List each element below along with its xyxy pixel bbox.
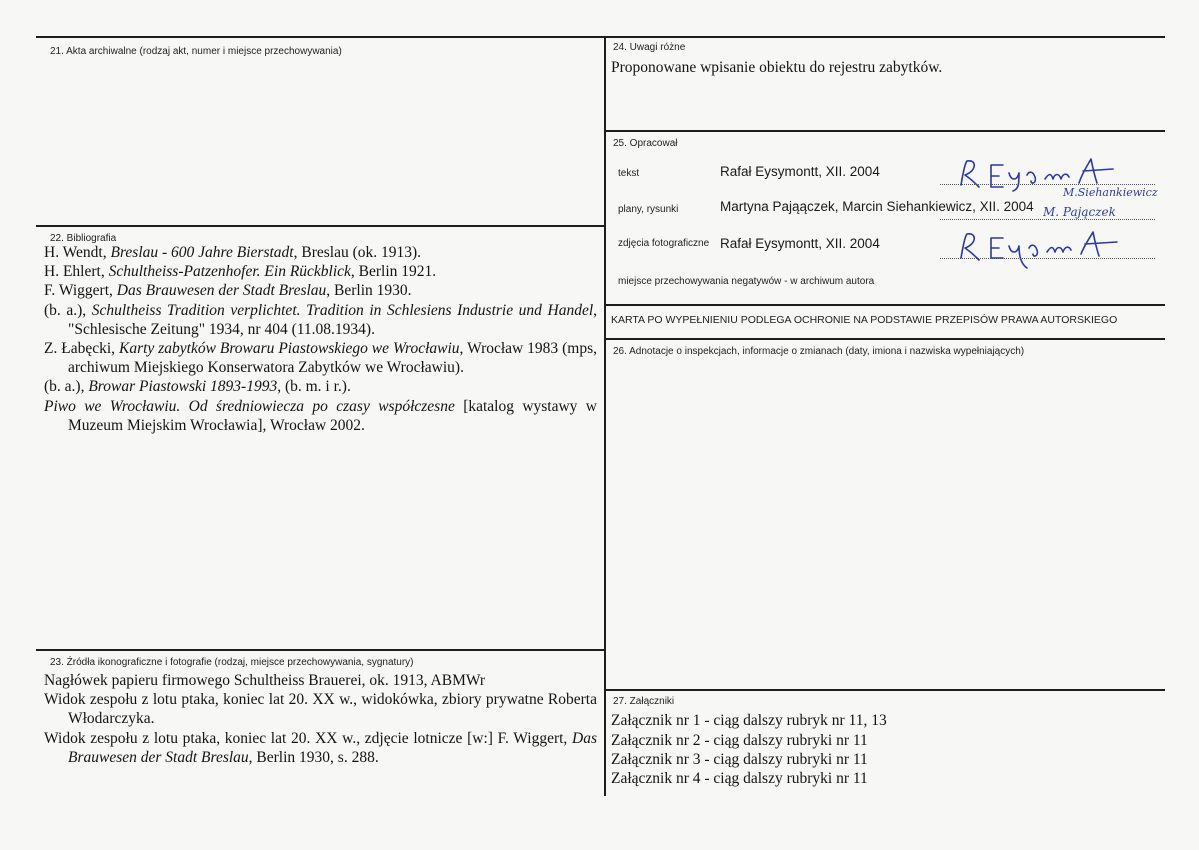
section-23-label: 23. Źródła ikonograficzne i fotografie (rodzaj, miejsce przechowywania, sygnatury): [50, 657, 414, 668]
bibliography-entry: F. Wiggert, Das Brauwesen der Stadt Breslau, Berlin 1930.: [44, 282, 412, 300]
divider-26-27: [605, 689, 1165, 691]
row-value-plans: Martyna Pająączek, Marcin Siehankiewicz, XII. 2004: [720, 199, 1034, 214]
remarks-text: Proponowane wpisanie obiektu do rejestru zabytków.: [611, 59, 943, 76]
row-label-plans: plany, rysunki: [618, 204, 679, 215]
row-value-photos: Rafał Eysymontt, XII. 2004: [720, 236, 880, 251]
bibliography-entry: H. Wendt, Breslau - 600 Jahre Bierstadt, Breslau (ok. 1913).: [44, 244, 422, 261]
bibliography-entry: Z. Łabęcki, Karty zabytków Browaru Piastowskiego we Wrocławiu, Wrocław 1983 (mps, archiwum Miejskiego Konserwatora Zabytków we Wrocławiu).: [44, 340, 597, 377]
section-27-label: 27. Załączniki: [613, 696, 675, 707]
divider-22-23: [36, 649, 605, 651]
section-26-label: 26. Adnotacje o inspekcjach, informacje o zmianach (daty, imiona i nazwiska wypełniających): [613, 346, 1025, 357]
signature-plans-1: M.Siehankiewicz: [1063, 186, 1158, 199]
section-22-label: 22. Bibliografia: [50, 233, 117, 244]
section-21-label: 21. Akta archiwalne (rodzaj akt, numer i miejsce przechowywania): [50, 46, 342, 57]
section-24-label: 24. Uwagi różne: [613, 42, 686, 53]
divider-copyright-26: [605, 338, 1165, 340]
iconography-entry: Widok zespołu z lotu ptaka, koniec lat 20. XX w., zdjęcie lotnicze [w:] F. Wiggert, Das Brauwesen der Stadt Breslau, Berlin 1930, s. 288.: [44, 729, 597, 766]
signature-photos-handwriting: [955, 228, 1125, 270]
bibliography-entry: Piwo we Wrocławiu. Od średniowiecza po czasy współczesne [katalog wystawy w Muzeum Miejskim Wrocławia], Wrocław 2002.: [44, 397, 597, 434]
signature-photos-value: [955, 232, 961, 233]
copyright-notice: KARTA PO WYPEŁNIENIU PODLEGA OCHRONIE NA PODSTAWIE PRZEPISÓW PRAWA AUTORSKIEGO: [611, 314, 1118, 326]
attachment-item: Załącznik nr 1 - ciąg dalszy rubryk nr 11, 13: [611, 712, 887, 729]
center-divider: [604, 36, 606, 796]
divider-21-22: [36, 225, 605, 227]
signature-text-value: [955, 158, 961, 159]
row-value-text: Rafał Eysymontt, XII. 2004: [720, 164, 880, 179]
iconography-list: [44, 671, 597, 767]
signature-line-plans: [940, 219, 1155, 220]
iconography-entry: Widok zespołu z lotu ptaka, koniec lat 20. XX w., widokówka, zbiory prywatne Roberta Włodarczyka.: [44, 691, 597, 728]
divider-25-copyright: [605, 304, 1165, 306]
bibliography-entry: (b. a.), Browar Piastowski 1893-1993, (b. m. i r.).: [44, 378, 351, 396]
negatives-location: miejsce przechowywania negatywów - w archiwum autora: [618, 276, 875, 287]
bibliography-list: [44, 243, 597, 435]
signature-plans-2: M. Pajączek: [1043, 205, 1116, 219]
row-label-photos: zdjęcia fotograficzne: [618, 238, 710, 249]
top-border: [36, 36, 1165, 38]
bibliography-entry: (b. a.), Schultheiss Tradition verplichtet. Tradition in Schlesiens Industrie und Handel, "Schlesische Zeitung" 1934, nr 404 (11.08.1934).: [44, 301, 598, 338]
attachment-item: Załącznik nr 4 - ciąg dalszy rubryki nr 11: [611, 770, 868, 787]
iconography-entry: Nagłówek papieru firmowego Schultheiss Brauerei, ok. 1913, ABMWr: [44, 672, 486, 689]
row-label-text: tekst: [618, 168, 640, 179]
bibliography-entry: H. Ehlert, Schultheiss-Patzenhofer. Ein Rückblick, Berlin 1921.: [44, 263, 437, 281]
section-25-label: 25. Opracował: [613, 138, 678, 149]
divider-24-25: [605, 130, 1165, 132]
attachment-item: Załącznik nr 3 - ciąg dalszy rubryki nr 11: [611, 751, 868, 768]
attachment-item: Załącznik nr 2 - ciąg dalszy rubryki nr 11: [611, 732, 868, 749]
